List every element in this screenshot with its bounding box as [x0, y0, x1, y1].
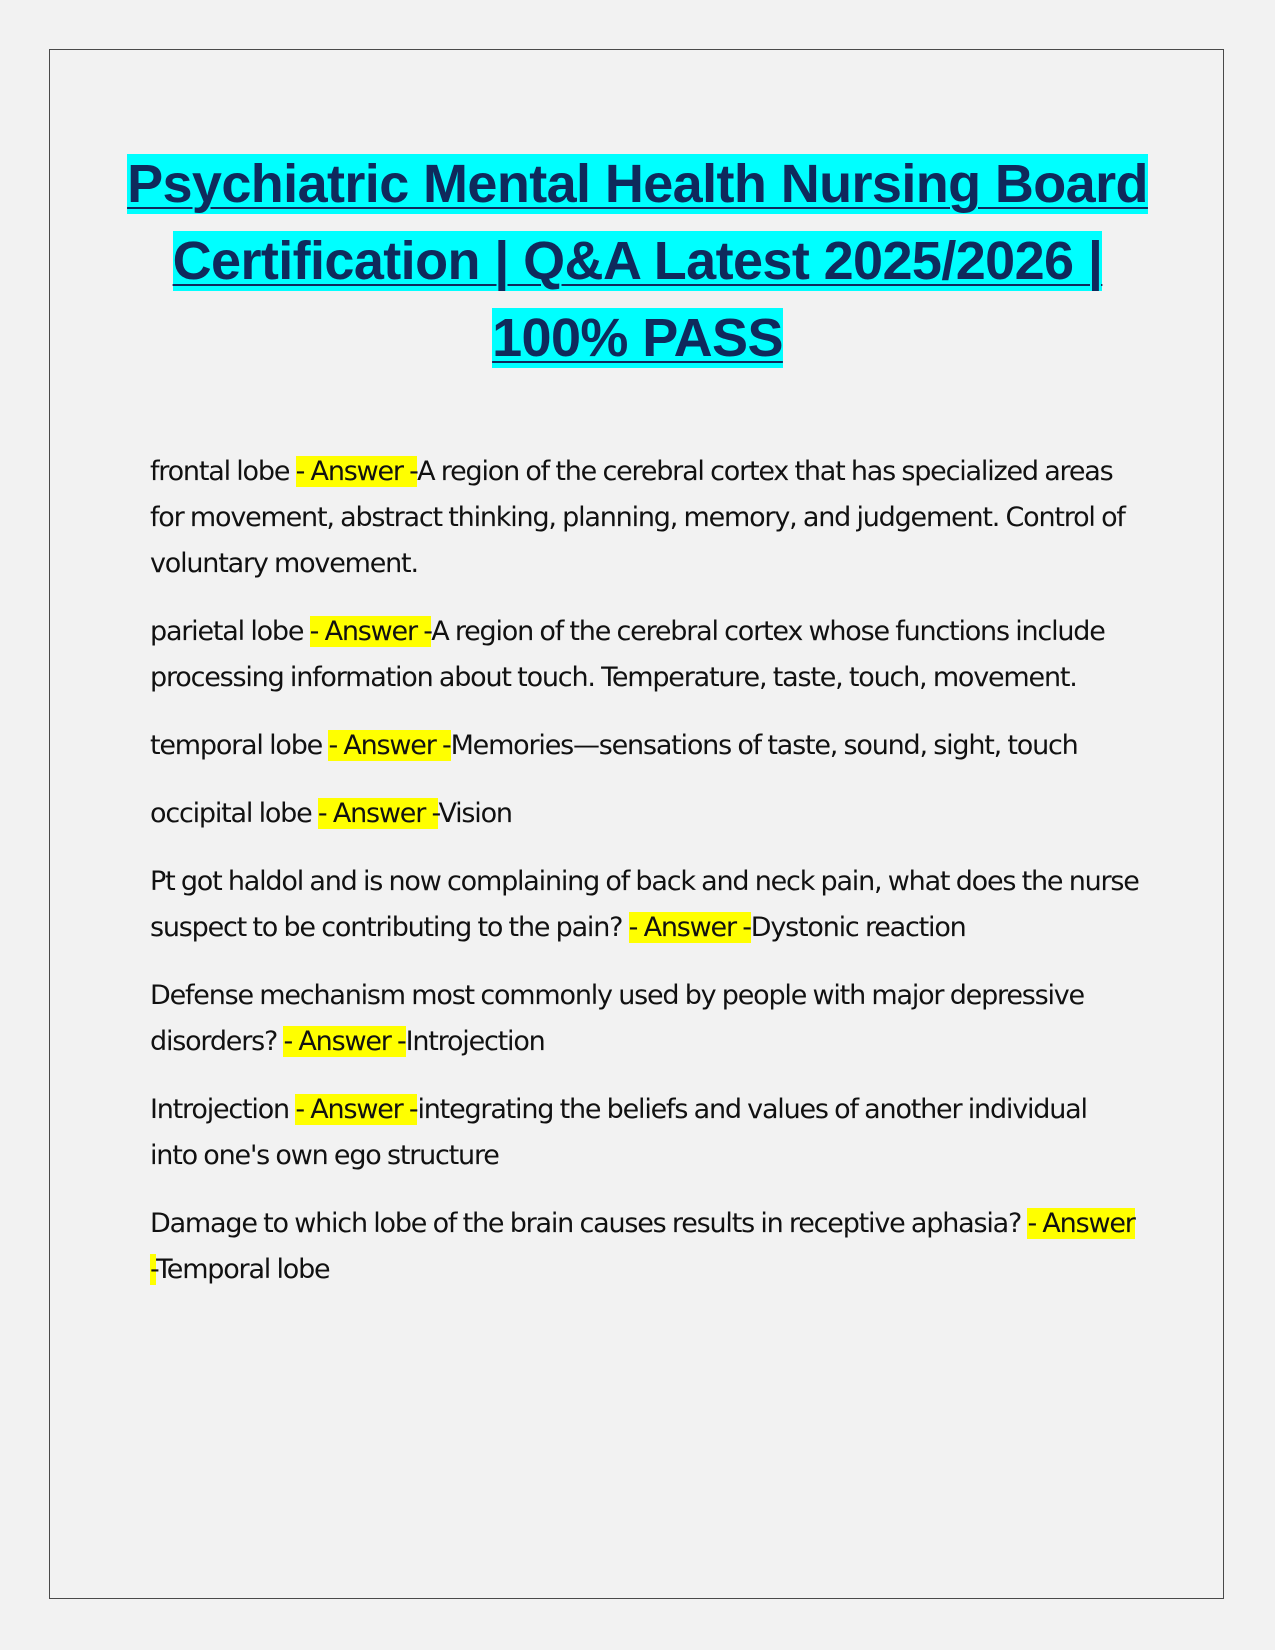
qa-answer: Temporal lobe	[156, 1254, 330, 1285]
qa-item	[150, 1087, 1140, 1179]
answer-marker: - Answer -	[328, 730, 451, 761]
qa-answer: Dystonic reaction	[750, 912, 966, 943]
qa-item	[150, 449, 1140, 587]
qa-list	[150, 449, 1140, 1315]
qa-item	[150, 1201, 1140, 1293]
answer-marker: - Answer -	[283, 1026, 406, 1057]
qa-answer: integrating the beliefs and values of another individual into one's own ego structure	[150, 1094, 1087, 1171]
document-title	[100, 146, 1175, 377]
qa-answer: Vision	[438, 798, 512, 829]
qa-item	[150, 609, 1140, 701]
qa-item	[150, 973, 1140, 1065]
qa-question: Introjection	[150, 1094, 296, 1125]
qa-item	[150, 723, 1140, 769]
qa-question: Damage to which lobe of the brain causes results in receptive aphasia?	[150, 1208, 1028, 1239]
qa-answer: Memories—sensations of taste, sound, sight, touch	[450, 730, 1078, 761]
answer-marker: - Answer -	[295, 1094, 418, 1125]
qa-answer: Introjection	[405, 1026, 545, 1057]
qa-answer: A region of the cerebral cortex whose functions include processing information about touch. Temperature, taste, touch, movement.	[150, 616, 1105, 693]
qa-question: Pt got haldol and is now complaining of back and neck pain, what does the nurse suspect to be contributing to the pain?	[150, 866, 1139, 943]
qa-answer: A region of the cerebral cortex that has specialized areas for movement, abstract thinking, planning, memory, and judgement. Control of voluntary movement.	[150, 456, 1125, 579]
qa-question: parietal lobe	[150, 616, 310, 647]
qa-question: occipital lobe	[150, 798, 318, 829]
qa-question: temporal lobe	[150, 730, 329, 761]
qa-question: frontal lobe	[150, 456, 296, 487]
qa-item	[150, 859, 1140, 951]
qa-item	[150, 791, 1140, 837]
answer-marker: - Answer -	[317, 798, 439, 829]
qa-question: Defense mechanism most commonly used by people with major depressive disorders?	[150, 980, 1084, 1057]
answer-marker: - Answer -	[309, 616, 432, 647]
document-title-text: Psychiatric Mental Health Nursing Board Certification | Q&A Latest 2025/2026 | 100% PASS	[127, 154, 1148, 368]
answer-marker: - Answer -	[150, 1208, 1135, 1285]
answer-marker: - Answer -	[628, 912, 751, 943]
answer-marker: - Answer -	[295, 456, 418, 487]
